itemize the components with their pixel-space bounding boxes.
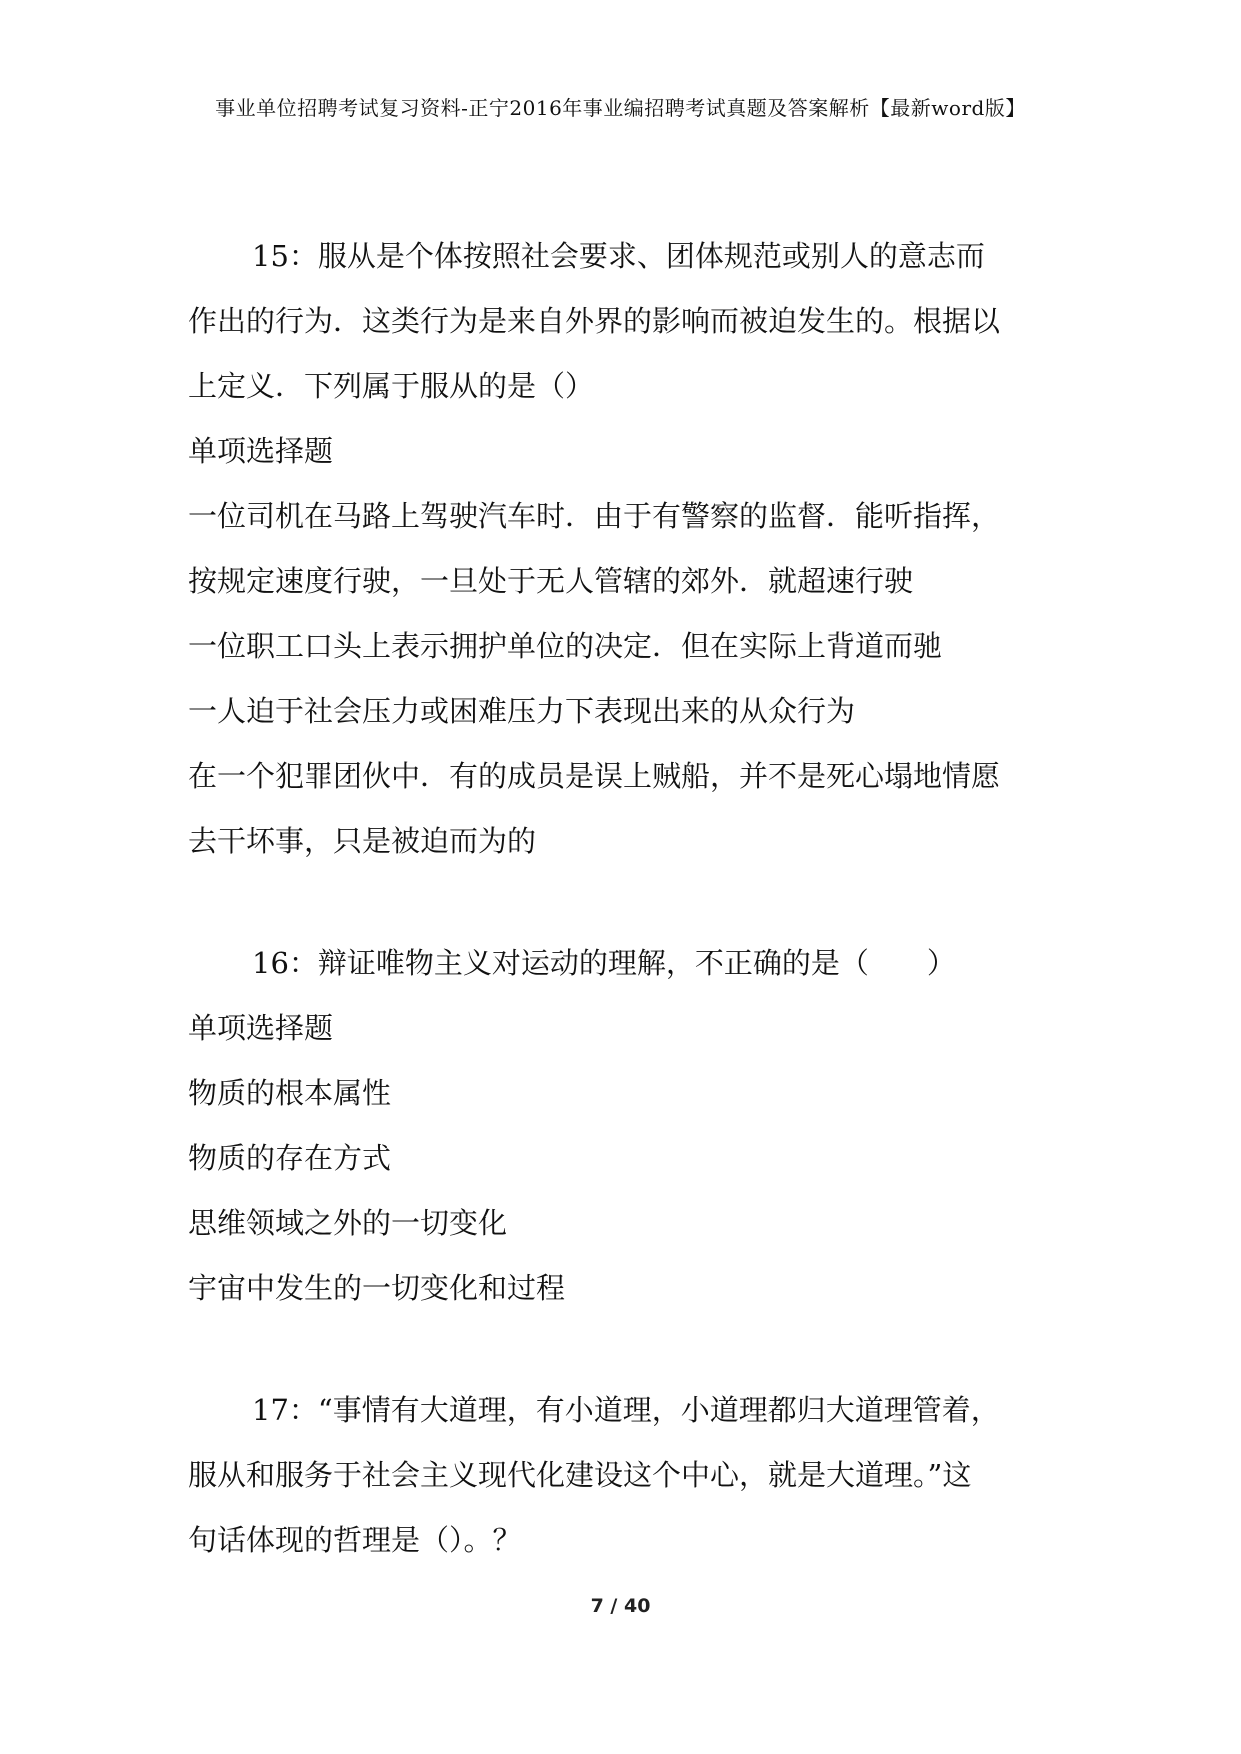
question-stem-line: 16：辩证唯物主义对运动的理解，不正确的是（ ）	[252, 946, 956, 980]
question-stem-line: 17：“事情有大道理，有小道理，小道理都归大道理管着，	[252, 1393, 1000, 1427]
question-16	[188, 931, 1088, 1321]
answer-option: 在一个犯罪团伙中．有的成员是误上贼船，并不是死心塌地情愿	[188, 759, 1001, 793]
question-type: 单项选择题	[188, 434, 334, 468]
answer-option: 去干坏事，只是被迫而为的	[188, 824, 537, 858]
answer-option: 一位职工口头上表示拥护单位的决定．但在实际上背道而驰	[188, 629, 943, 663]
document-body	[188, 224, 1088, 1630]
page-number: 7 / 40	[590, 1595, 651, 1617]
answer-option: 宇宙中发生的一切变化和过程	[188, 1271, 566, 1305]
question-stem-line: 服从和服务于社会主义现代化建设这个中心，就是大道理。”这	[188, 1458, 972, 1492]
answer-option: 一人迫于社会压力或困难压力下表现出来的从众行为	[188, 694, 856, 728]
question-17	[188, 1378, 1088, 1573]
question-stem-line: 15：服从是个体按照社会要求、团体规范或别人的意志而	[252, 239, 985, 273]
question-stem-line: 上定义．下列属于服从的是（）	[188, 369, 595, 403]
answer-option: 按规定速度行驶，一旦处于无人管辖的郊外．就超速行驶	[188, 564, 914, 598]
question-stem-line: 作出的行为．这类行为是来自外界的影响而被迫发生的。根据以	[188, 304, 1001, 338]
document-header: 事业单位招聘考试复习资料-正宁2016年事业编招聘考试真题及答案解析【最新word版】	[215, 96, 1026, 120]
question-stem-line: 句话体现的哲理是（）。？	[188, 1523, 522, 1557]
question-15	[188, 224, 1088, 874]
answer-option: 物质的存在方式	[188, 1141, 392, 1175]
answer-option: 思维领域之外的一切变化	[188, 1206, 508, 1240]
answer-option: 一位司机在马路上驾驶汽车时．由于有警察的监督．能听指挥，	[188, 499, 1001, 533]
question-type: 单项选择题	[188, 1011, 334, 1045]
answer-option: 物质的根本属性	[188, 1076, 392, 1110]
